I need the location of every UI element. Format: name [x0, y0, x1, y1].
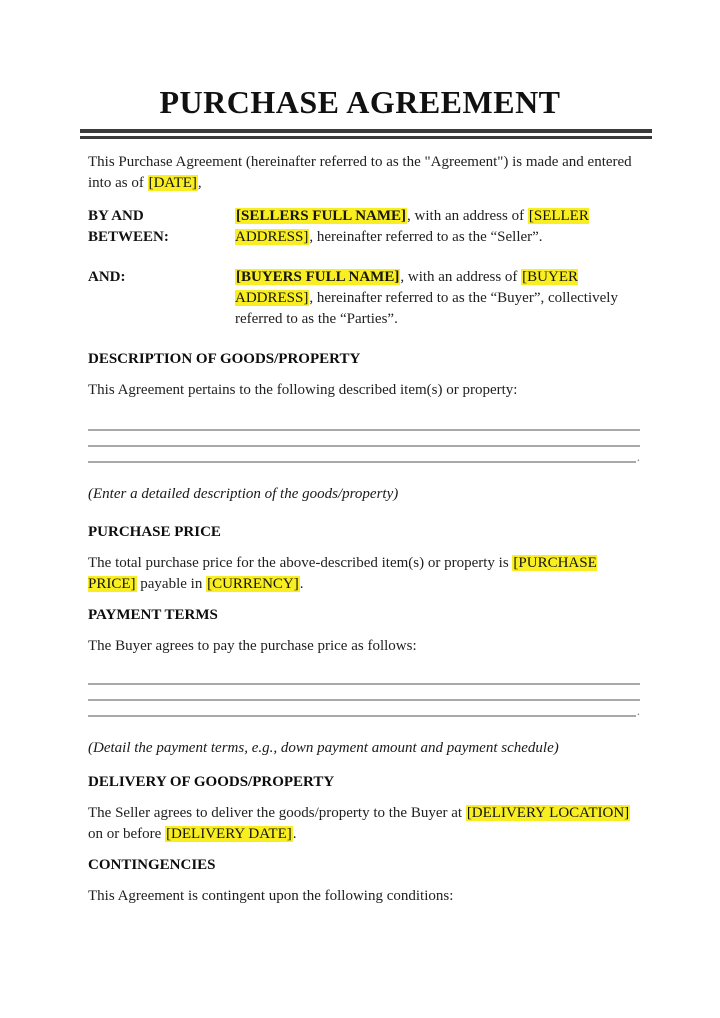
blank-line-period: .: [636, 449, 640, 464]
blank-line[interactable]: [88, 447, 636, 463]
delivery-date-placeholder[interactable]: [DELIVERY DATE]: [166, 826, 292, 842]
intro-trailing-comma: ,: [197, 175, 202, 191]
buyer-clause-post: , hereinafter referred to as the “Buyer”, collectively referred to as the “Parties”.: [235, 290, 618, 327]
blank-line[interactable]: [88, 669, 640, 685]
section-heading-payment-terms: PAYMENT TERMS: [88, 607, 218, 623]
delivery-location-placeholder[interactable]: [DELIVERY LOCATION]: [466, 805, 630, 821]
blank-line-field[interactable]: [88, 431, 640, 447]
party-row-buyer: [88, 267, 640, 330]
intro-paragraph: [88, 152, 640, 194]
blank-line-field[interactable]: [88, 447, 640, 463]
title-divider-rule: [80, 129, 652, 139]
contingencies-intro-paragraph: This Agreement is contingent upon the following conditions:: [88, 888, 454, 904]
delivery-text-mid: on or before: [88, 826, 166, 842]
purchase-price-text-mid: payable in: [136, 576, 207, 592]
seller-name-placeholder[interactable]: [SELLERS FULL NAME]: [236, 208, 407, 224]
section-heading-contingencies: CONTINGENCIES: [88, 857, 216, 873]
document-title: PURCHASE AGREEMENT: [159, 84, 561, 120]
party-label-and: AND:: [88, 269, 126, 285]
date-placeholder[interactable]: [DATE]: [148, 175, 197, 191]
document-body: [88, 152, 640, 907]
delivery-paragraph: [88, 803, 640, 845]
purchase-price-text-pre: The total purchase price for the above-described item(s) or property is: [88, 555, 513, 571]
seller-address-placeholder[interactable]: [SELLER ADDRESS]: [235, 208, 589, 245]
seller-clause-mid: , with an address of: [407, 208, 528, 224]
intro-text: This Purchase Agreement (hereinafter referred to as the "Agreement") is made and entered into as of: [88, 154, 632, 191]
blank-line[interactable]: [88, 701, 636, 717]
description-intro-paragraph: This Agreement pertains to the following described item(s) or property:: [88, 382, 518, 398]
payment-blank-lines: [88, 669, 640, 717]
blank-line-field[interactable]: [88, 669, 640, 685]
blank-line-field[interactable]: [88, 685, 640, 701]
section-heading-description: DESCRIPTION OF GOODS/PROPERTY: [88, 351, 361, 367]
delivery-text-pre: The Seller agrees to deliver the goods/property to the Buyer at: [88, 805, 466, 821]
section-heading-purchase-price: PURCHASE PRICE: [88, 524, 221, 540]
purchase-price-paragraph: [88, 553, 640, 595]
blank-line[interactable]: [88, 415, 640, 431]
party-row-seller: [88, 206, 640, 248]
blank-line-field[interactable]: [88, 415, 640, 431]
buyer-name-placeholder[interactable]: [BUYERS FULL NAME]: [236, 269, 400, 285]
party-label-by-and-between: BY AND BETWEEN:: [88, 208, 169, 245]
description-blank-lines: [88, 415, 640, 463]
buyer-clause-mid: , with an address of: [400, 269, 522, 285]
buyer-address-placeholder[interactable]: [BUYER ADDRESS]: [235, 269, 579, 306]
seller-clause-post: , hereinafter referred to as the “Seller”.: [309, 229, 543, 245]
blank-line-field[interactable]: [88, 701, 640, 717]
description-note: (Enter a detailed description of the goods/property): [88, 486, 399, 502]
seller-clause: [235, 206, 640, 248]
blank-line-period: .: [636, 703, 640, 718]
blank-line[interactable]: [88, 685, 640, 701]
purchase-price-placeholder[interactable]: [PURCHASE PRICE]: [88, 555, 597, 592]
section-heading-delivery: DELIVERY OF GOODS/PROPERTY: [88, 774, 335, 790]
blank-line[interactable]: [88, 431, 640, 447]
currency-placeholder[interactable]: [CURRENCY]: [207, 576, 299, 592]
payment-note: (Detail the payment terms, e.g., down payment amount and payment schedule): [88, 740, 559, 756]
buyer-clause: [235, 267, 640, 330]
payment-terms-intro-paragraph: The Buyer agrees to pay the purchase price as follows:: [88, 638, 417, 654]
purchase-price-text-post: .: [299, 576, 304, 592]
delivery-text-post: .: [292, 826, 297, 842]
